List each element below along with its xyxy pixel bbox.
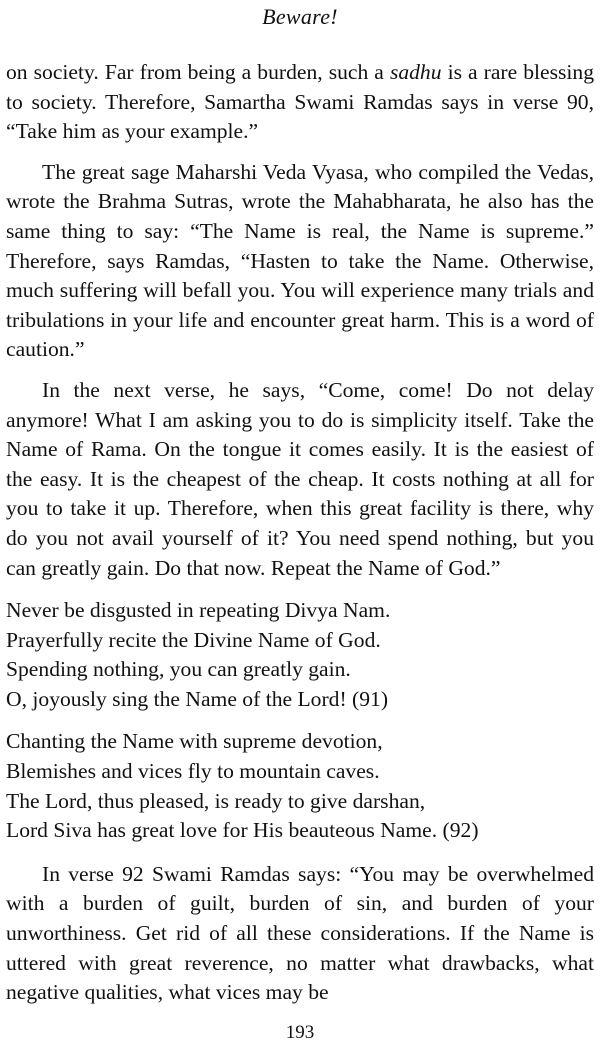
paragraph-2-text: The great sage Maharshi Veda Vyasa, who compiled the Vedas, wrote the Brahma Sutras, wrote the Mahabharata, he also has the same thing to say: “The Name is real, the Name is supreme.” Therefore, says Ramdas, “Hasten to take the Name. Otherwise, much suffering will befall you. You will experience many trials and tribulations in your life and encounter great harm. This is a word of caution.” — [6, 159, 594, 362]
paragraph-3 — [6, 376, 594, 583]
page-number: 193 — [285, 1022, 315, 1043]
verse-92-line-1: Chanting the Name with supreme devotion, — [6, 729, 383, 754]
verse-92-line-3: The Lord, thus pleased, is ready to give darshan, — [6, 788, 426, 813]
paragraph-1 — [6, 58, 594, 147]
paragraph-1-text-a: on society. Far from being a burden, such a — [6, 60, 390, 84]
body-text — [6, 58, 594, 1008]
running-head: Beware! — [262, 4, 338, 29]
verse-92-line-4: Lord Siva has great love for His beauteous Name. (92) — [6, 818, 479, 843]
verse-91 — [6, 596, 594, 714]
verse-92 — [6, 727, 594, 845]
paragraph-1-text-b: is a rare blessing to society. Therefore, Samartha Swami Ramdas says in verse 90, “Take him as your example.” — [6, 60, 594, 144]
verse-92-line-2: Blemishes and vices fly to mountain caves. — [6, 759, 380, 784]
paragraph-4 — [6, 860, 594, 1008]
paragraph-2 — [6, 158, 594, 365]
paragraph-3-text: In the next verse, he says, “Come, come! Do not delay anymore! What I am asking you to do is simplicity itself. Take the Name of Rama. On the tongue it comes easily. It is the easiest of the easy. It is the cheapest of the cheap. It costs nothing at all for you to take it up. Therefore, when this great facility is there, why do you not avail yourself of it? You need spend nothing, but you can greatly gain. Do that now. Repeat the Name of God.” — [6, 377, 594, 580]
verse-91-line-3: Spending nothing, you can greatly gain. — [6, 657, 351, 682]
paragraph-4-text: In verse 92 Swami Ramdas says: “You may be overwhelmed with a burden of guilt, burden of sin, and burden of your unworthiness. Get rid of all these considerations. If the Name is uttered with great reverence, no matter what drawbacks, what negative qualities, what vices may be — [6, 861, 594, 1005]
verse-91-line-1: Never be disgusted in repeating Divya Nam. — [6, 598, 391, 623]
verse-91-line-4: O, joyously sing the Name of the Lord! (91) — [6, 686, 389, 711]
verse-91-line-2: Prayerfully recite the Divine Name of God. — [6, 627, 381, 652]
paragraph-1-italic-word: sadhu — [389, 60, 442, 84]
